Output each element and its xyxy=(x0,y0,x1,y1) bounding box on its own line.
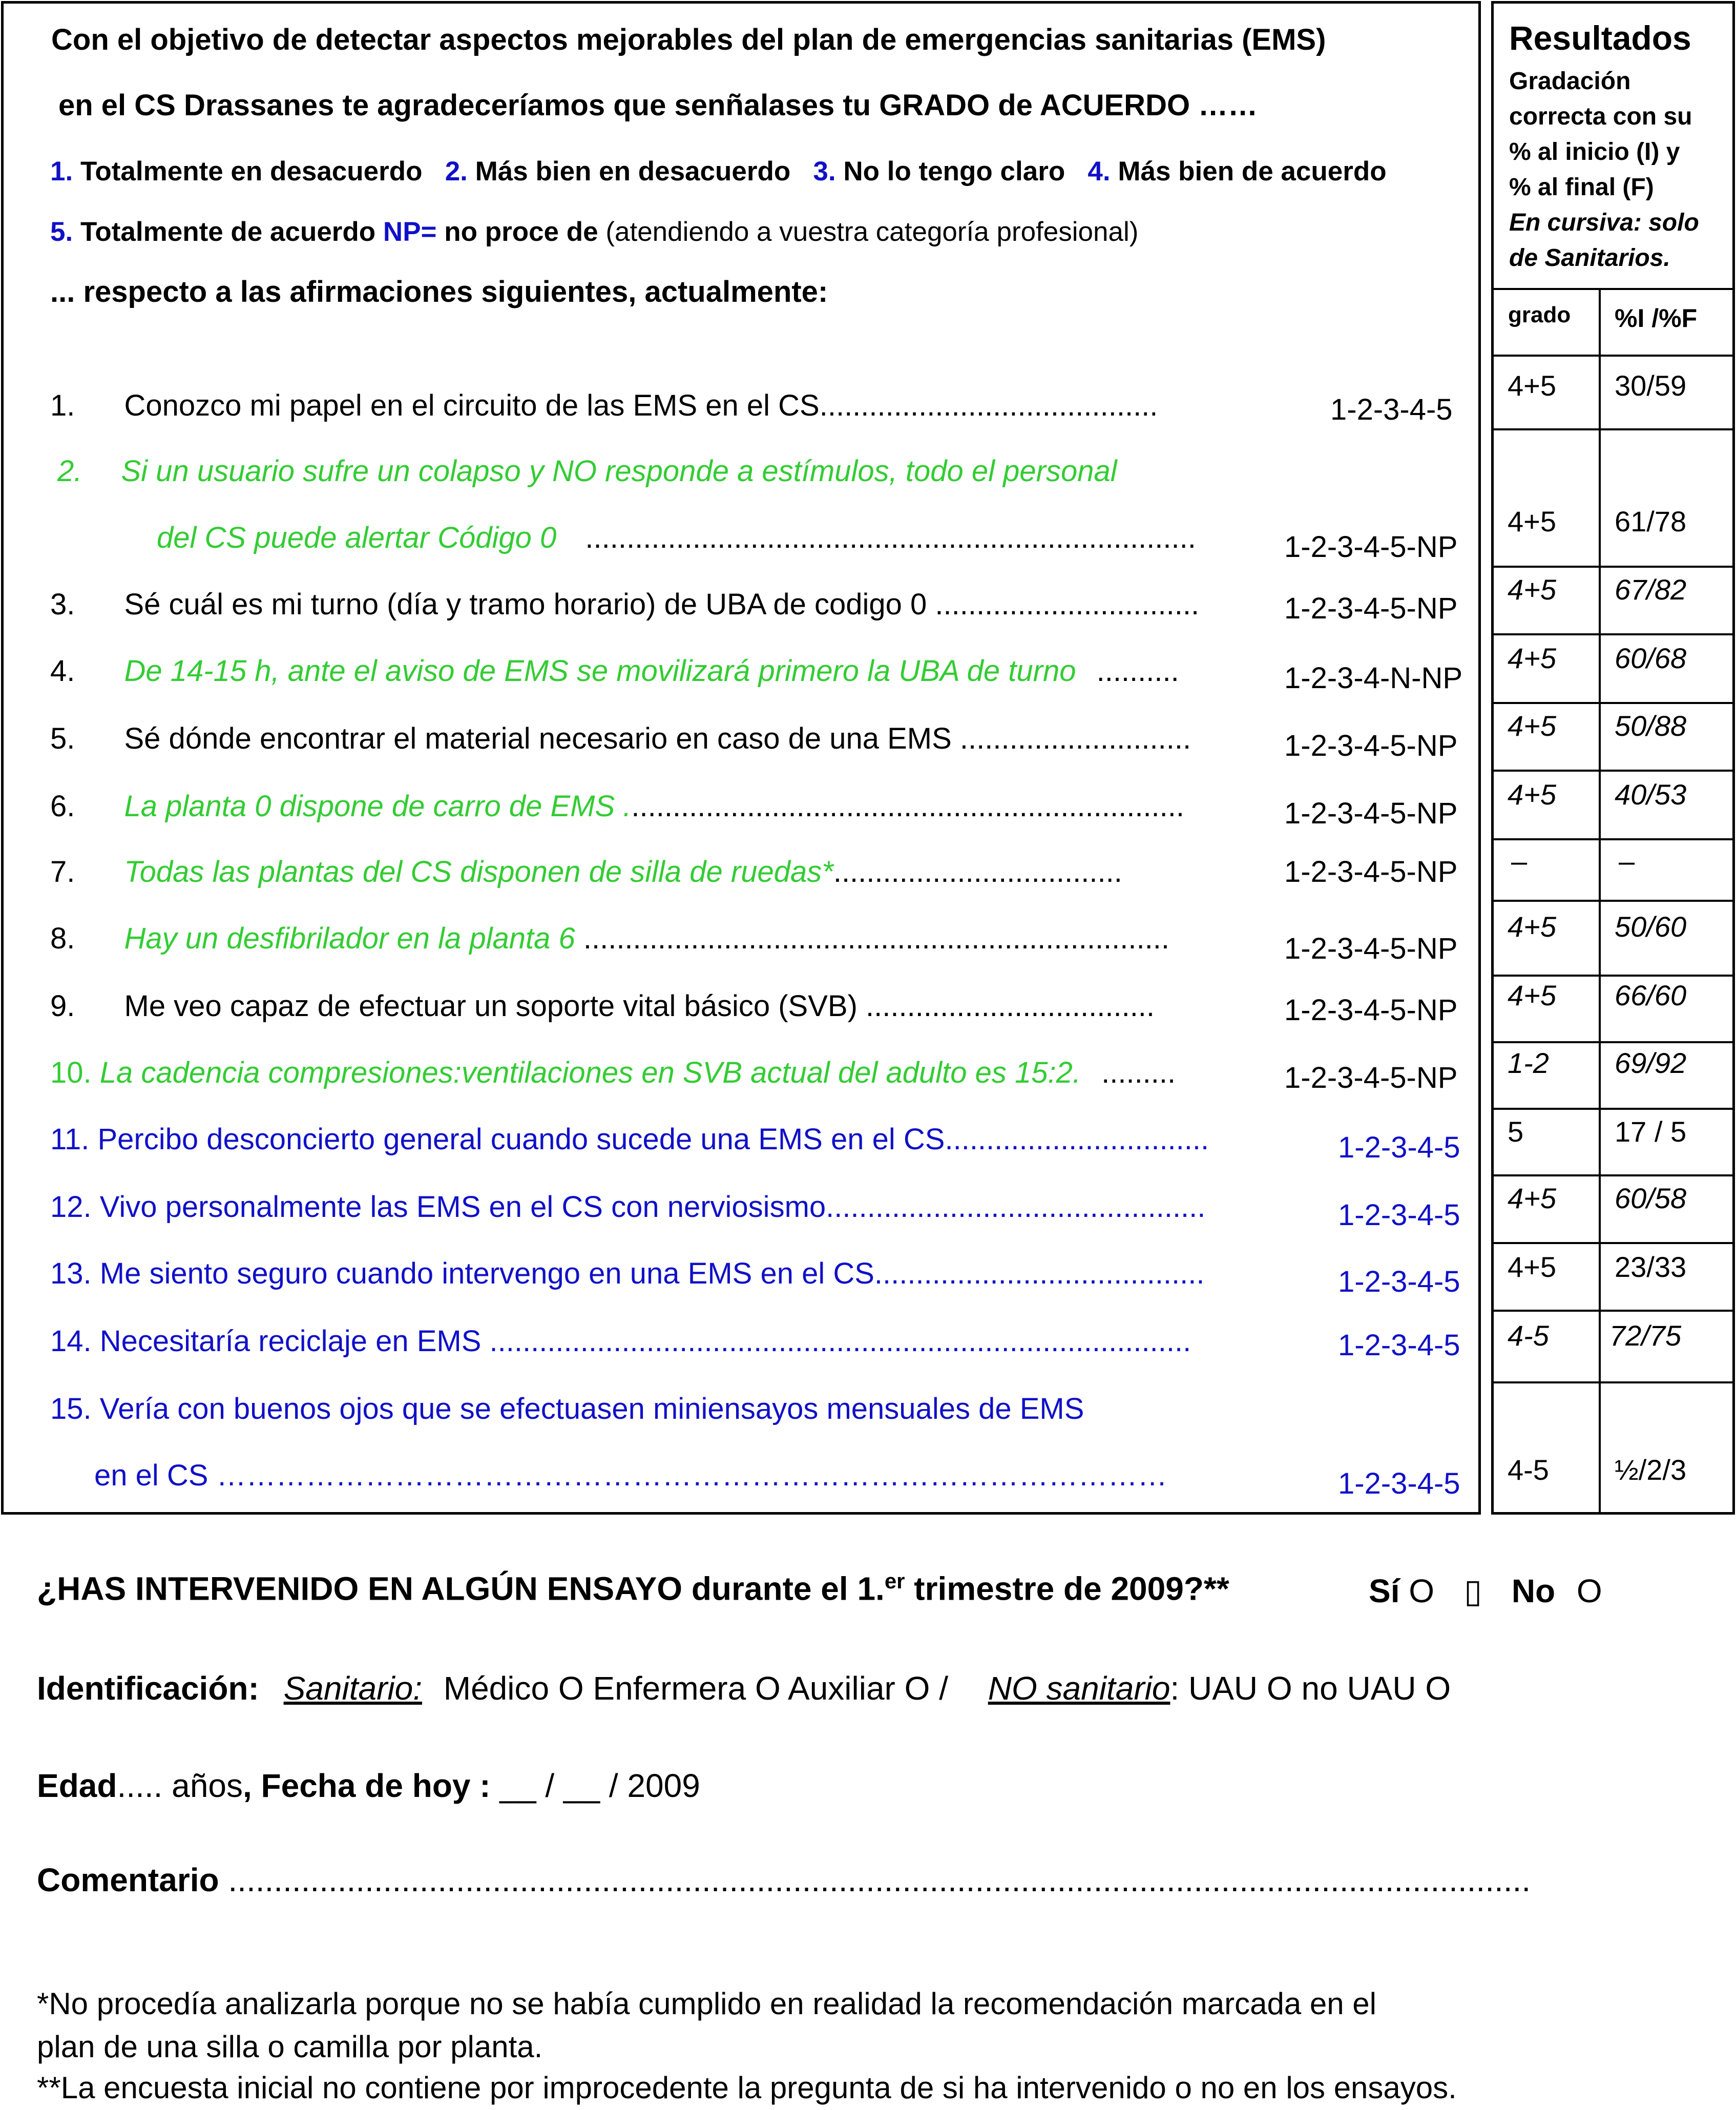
question-12 xyxy=(50,1190,1205,1224)
question-text: Percibo desconcierto general cuando sucede una EMS en el CS................................ xyxy=(97,1123,1209,1156)
question-text: Conozco mi papel en el circuito de las EMS en el CS......................................... xyxy=(124,389,1158,422)
question-text: Sé dónde encontrar el material necesario en caso de una EMS ............................ xyxy=(124,722,1191,755)
legend-num-2: 2. xyxy=(445,156,468,187)
np-key: NP= xyxy=(383,217,437,247)
scale-13: 1-2-3-4-5 xyxy=(1338,1265,1460,1298)
row-line xyxy=(1491,1242,1735,1244)
question-text: Necesitaría reciclaje en EMS ..................................................................................... xyxy=(99,1325,1191,1358)
sanitario-label: Sanitario: xyxy=(283,1670,422,1707)
result-grado-8: 4+5 xyxy=(1508,911,1556,943)
footnote-2: **La encuesta inicial no contiene por improcedente la pregunta de si ha intervenido o no en los ensayos. xyxy=(37,2071,1457,2105)
result-pct-3: 67/82 xyxy=(1615,573,1687,606)
question-4 xyxy=(50,654,1179,688)
result-pct-2: 61/78 xyxy=(1615,505,1687,537)
np-label: no proce de xyxy=(444,217,598,247)
result-grado-13: 4+5 xyxy=(1508,1251,1556,1283)
result-pct-8: 50/60 xyxy=(1615,911,1687,943)
question-11 xyxy=(50,1122,1209,1156)
result-grado-9: 4+5 xyxy=(1508,979,1556,1011)
row-line xyxy=(1491,633,1735,635)
results-desc-line-3: % al inicio (I) y xyxy=(1509,138,1680,166)
fecha-label: , Fecha de hoy : xyxy=(242,1767,491,1804)
result-grado-15: 4-5 xyxy=(1508,1454,1549,1486)
legend-row-1 xyxy=(50,156,1387,187)
row-line xyxy=(1491,1041,1735,1043)
question-2 xyxy=(57,454,1117,488)
result-grado-2: 4+5 xyxy=(1508,505,1556,537)
question-text: Me veo capaz de efectuar un soporte vital básico (SVB) ................................... xyxy=(124,989,1155,1023)
question-text: Si un usuario sufre un colapso y NO responde a estímulos, todo el personal xyxy=(121,454,1117,488)
edad-field: ..... años xyxy=(117,1767,243,1804)
scale-9: 1-2-3-4-5-NP xyxy=(1284,994,1458,1027)
question-7 xyxy=(50,855,1122,889)
question-num: 4. xyxy=(50,654,75,688)
question-5 xyxy=(50,721,1191,756)
results-desc-line-2: correcta con su xyxy=(1509,103,1692,130)
question-8 xyxy=(50,921,1169,956)
row-line xyxy=(1491,428,1735,430)
question-text: Todas las plantas del CS disponen de silla de ruedas* xyxy=(124,855,833,888)
row-line xyxy=(1491,1381,1735,1383)
row-line xyxy=(1491,702,1735,704)
legend-row-2 xyxy=(50,216,1138,247)
result-pct-12: 60/58 xyxy=(1615,1182,1687,1214)
intro-line-2: en el CS Drassanes te agradeceríamos que senñalases tu GRADO de ACUERDO …… xyxy=(58,89,1258,122)
scale-7: 1-2-3-4-5-NP xyxy=(1284,855,1458,888)
question-num: 2. xyxy=(57,454,82,488)
question-text: Vivo personalmente las EMS en el CS con nerviosismo.............................................. xyxy=(99,1190,1206,1224)
question-text-2: del CS puede alertar Código 0 xyxy=(157,521,557,554)
ensayo-text-after: trimestre de 2009?** xyxy=(905,1570,1229,1607)
result-grado-14: 4-5 xyxy=(1508,1319,1549,1352)
question-num: 11. xyxy=(50,1123,90,1156)
ensayo-si-label: Sí xyxy=(1369,1573,1400,1609)
results-col-pct: %I /%F xyxy=(1615,304,1698,333)
question-text: Sé cuál es mi turno (día y tramo horario) de UBA de codigo 0 ................................ xyxy=(124,588,1200,621)
intro-line-1: Con el objetivo de detectar aspectos mejorables del plan de emergencias sanitarias (EMS) xyxy=(51,23,1326,56)
result-pct-7: – xyxy=(1619,845,1635,877)
result-grado-7: – xyxy=(1511,845,1528,877)
ensayo-sup: er xyxy=(884,1569,905,1593)
question-15 xyxy=(50,1392,1084,1426)
scale-1: 1-2-3-4-5 xyxy=(1330,393,1453,426)
row-line xyxy=(1491,770,1735,772)
ensayo-answers xyxy=(1369,1572,1602,1610)
legend-label-5: Totalmente de acuerdo xyxy=(80,217,376,247)
question-num: 6. xyxy=(50,790,75,823)
question-text: Me siento seguro cuando intervengo en una EMS en el CS........................................ xyxy=(99,1257,1205,1290)
legend-label-3: No lo tengo claro xyxy=(843,156,1065,187)
row-line xyxy=(1491,566,1735,568)
no-sanitario-options: : UAU O no UAU O xyxy=(1170,1670,1451,1707)
result-pct-10: 69/92 xyxy=(1615,1047,1687,1079)
question-num: 10. xyxy=(50,1056,92,1089)
row-line xyxy=(1491,1174,1735,1176)
question-14 xyxy=(50,1324,1191,1358)
intro-final-line: ... respecto a las afirmaciones siguientes, actualmente: xyxy=(50,275,828,308)
question-num: 5. xyxy=(50,722,75,755)
scale-11: 1-2-3-4-5 xyxy=(1338,1131,1460,1164)
result-grado-5: 4+5 xyxy=(1508,710,1556,742)
question-dots: ....................................................................... xyxy=(583,922,1169,955)
result-pct-9: 66/60 xyxy=(1615,979,1687,1011)
question-num: 12. xyxy=(50,1190,92,1224)
comentario-label: Comentario xyxy=(37,1861,219,1898)
scale-3: 1-2-3-4-5-NP xyxy=(1284,592,1458,625)
question-dots: .......... xyxy=(1096,654,1179,688)
question-9 xyxy=(50,989,1155,1023)
ensayo-no-label: No xyxy=(1511,1573,1556,1609)
question-13 xyxy=(50,1256,1205,1291)
results-desc-line-4: % al final (F) xyxy=(1509,174,1654,201)
question-10 xyxy=(50,1056,1176,1090)
scale-10: 1-2-3-4-5-NP xyxy=(1284,1061,1458,1094)
comentario-field: ............................................................................................................................................... xyxy=(219,1861,1531,1898)
question-15-cont: en el CS …………………………………………………………………………………… xyxy=(94,1459,1167,1492)
result-grado-6: 4+5 xyxy=(1508,778,1556,811)
question-num: 9. xyxy=(50,989,75,1023)
no-sanitario-label: NO sanitario xyxy=(988,1670,1170,1707)
scale-8: 1-2-3-4-5-NP xyxy=(1284,932,1458,965)
question-text: De 14-15 h, ante el aviso de EMS se movilizará primero la UBA de turno xyxy=(124,654,1076,688)
row-line xyxy=(1491,1108,1735,1110)
result-pct-11: 17 / 5 xyxy=(1615,1115,1687,1148)
ensayo-text: ¿HAS INTERVENIDO EN ALGÚN ENSAYO durante el 1. xyxy=(37,1570,885,1607)
question-num: 14. xyxy=(50,1325,92,1358)
question-dots: ................................................................... xyxy=(631,790,1185,823)
legend-label-1: Totalmente en desacuerdo xyxy=(80,156,423,187)
result-pct-14: 72/75 xyxy=(1609,1319,1682,1352)
question-text: Hay un desfibrilador en la planta 6 xyxy=(124,922,575,955)
result-grado-1: 4+5 xyxy=(1508,369,1556,402)
question-num: 7. xyxy=(50,855,75,888)
scale-14: 1-2-3-4-5 xyxy=(1338,1329,1460,1362)
ensayo-si-option[interactable]: O xyxy=(1409,1573,1435,1609)
legend-num-1: 1. xyxy=(50,156,73,187)
results-divider-top xyxy=(1491,288,1735,290)
row-line xyxy=(1491,900,1735,902)
footnote-1-line-2: plan de una silla o camilla por planta. xyxy=(37,2030,543,2064)
question-dots: ......... xyxy=(1101,1056,1176,1089)
legend-label-4: Más bien de acuerdo xyxy=(1118,156,1387,187)
question-text: La planta 0 dispone de carro de EMS . xyxy=(124,790,632,823)
result-grado-12: 4+5 xyxy=(1508,1182,1556,1214)
scale-6: 1-2-3-4-5-NP xyxy=(1284,797,1458,830)
result-grado-4: 4+5 xyxy=(1508,642,1556,674)
ensayo-question xyxy=(37,1569,1229,1607)
ensayo-no-option[interactable]: O xyxy=(1576,1573,1602,1609)
legend-label-2: Más bien en desacuerdo xyxy=(475,156,791,187)
legend-num-5: 5. xyxy=(50,217,73,247)
results-desc-italic-2: de Sanitarios. xyxy=(1509,244,1670,272)
legend-num-4: 4. xyxy=(1087,156,1111,187)
empty-box-icon: ▯ xyxy=(1463,1573,1482,1609)
results-desc-italic-1: En cursiva: solo xyxy=(1509,209,1699,236)
result-pct-4: 60/68 xyxy=(1615,642,1687,674)
fecha-field: __ / __ / 2009 xyxy=(490,1767,700,1804)
result-pct-13: 23/33 xyxy=(1615,1251,1687,1283)
question-dots: .......................................................................... xyxy=(585,521,1196,554)
scale-5: 1-2-3-4-5-NP xyxy=(1284,729,1458,762)
question-num: 8. xyxy=(50,922,75,955)
results-col-grado: grado xyxy=(1508,302,1571,327)
result-pct-6: 40/53 xyxy=(1615,778,1687,811)
identificacion-label: Identificación: xyxy=(37,1670,259,1707)
footnote-1-line-1: *No procedía analizarla porque no se había cumplido en realidad la recomendación marcada en el xyxy=(37,1987,1376,2021)
results-title: Resultados xyxy=(1509,19,1691,57)
question-dots: ................................... xyxy=(833,855,1122,888)
question-text: Vería con buenos ojos que se efectuasen miniensayos mensuales de EMS xyxy=(99,1392,1084,1425)
identificacion-row xyxy=(37,1669,1451,1707)
results-divider-head xyxy=(1491,355,1735,357)
edad-row xyxy=(37,1767,700,1805)
edad-label: Edad xyxy=(37,1767,117,1804)
result-pct-1: 30/59 xyxy=(1615,369,1687,402)
scale-4: 1-2-3-4-N-NP xyxy=(1284,661,1463,695)
result-pct-15: ½/2/3 xyxy=(1615,1454,1687,1486)
question-num: 13. xyxy=(50,1257,92,1290)
question-num: 3. xyxy=(50,588,75,621)
scale-2: 1-2-3-4-5-NP xyxy=(1284,530,1458,564)
question-3 xyxy=(50,587,1199,622)
row-line xyxy=(1491,838,1735,840)
question-text: La cadencia compresiones:ventilaciones en SVB actual del adulto es 15:2. xyxy=(99,1056,1081,1089)
question-1 xyxy=(50,388,1158,423)
question-6 xyxy=(50,789,1184,823)
question-2-cont xyxy=(157,521,1196,555)
result-grado-10: 1-2 xyxy=(1508,1047,1549,1079)
sanitario-options: Médico O Enfermera O Auxiliar O / xyxy=(443,1670,948,1707)
row-line xyxy=(1491,1310,1735,1312)
question-num: 1. xyxy=(50,389,75,422)
result-grado-3: 4+5 xyxy=(1508,573,1556,606)
question-num: 15. xyxy=(50,1392,92,1425)
np-note: (atendiendo a vuestra categoría profesional) xyxy=(605,217,1139,247)
row-line xyxy=(1491,975,1735,977)
result-pct-5: 50/88 xyxy=(1615,710,1687,742)
results-description xyxy=(1509,64,1734,276)
legend-num-3: 3. xyxy=(813,156,836,187)
scale-15: 1-2-3-4-5 xyxy=(1338,1467,1460,1500)
result-grado-11: 5 xyxy=(1508,1115,1524,1148)
scale-12: 1-2-3-4-5 xyxy=(1338,1198,1460,1232)
results-desc-line-1: Gradación xyxy=(1509,68,1631,95)
comentario-row xyxy=(37,1861,1531,1899)
